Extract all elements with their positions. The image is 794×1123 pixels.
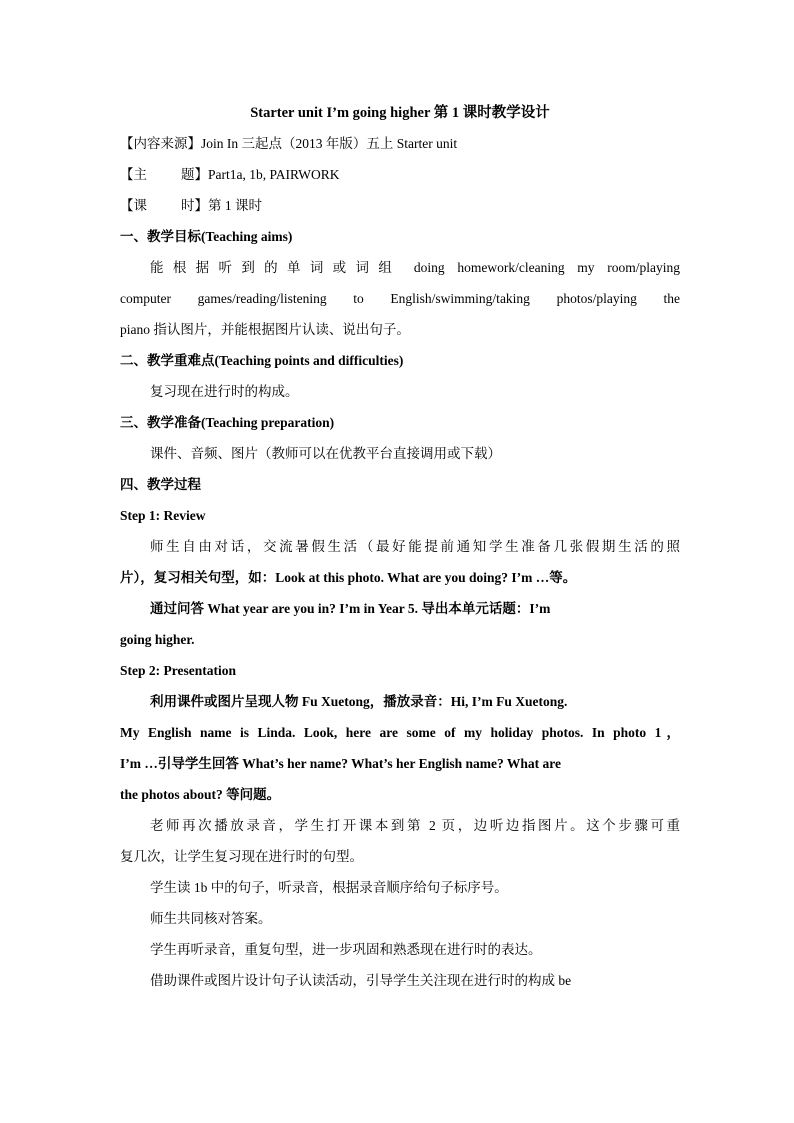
- meta-period: [120, 190, 680, 221]
- meta-period-label-open: 【课: [120, 198, 147, 213]
- meta-topic: [120, 159, 680, 190]
- paragraph-line: going higher.: [120, 632, 195, 647]
- meta-topic-label-open: 【主: [120, 167, 147, 182]
- section-heading-prep: 三、教学准备(Teaching preparation): [120, 415, 335, 430]
- paragraph-line: I’m …引导学生回答 What’s her name? What’s her English name? What are: [120, 756, 562, 771]
- meta-source-value: Join In 三起点（2013 年版）五上 Starter unit: [201, 136, 458, 151]
- paragraph-line: 师生共同核对答案。: [150, 911, 272, 926]
- document-body: [120, 99, 680, 996]
- paragraph-line: My English name is Linda. Look, here are some of my holiday photos. In photo 1，: [120, 725, 680, 740]
- paragraph-line: 复习现在进行时的构成。: [150, 384, 299, 399]
- meta-topic-label-close: 题】: [181, 167, 208, 182]
- paragraph-line: 老师再次播放录音，学生打开课本到第 2 页，边听边指图片。这个步骤可重: [150, 818, 680, 833]
- section-heading-aims: 一、教学目标(Teaching aims): [120, 229, 293, 244]
- paragraph-line: piano 指认图片，并能根据图片认读、说出句子。: [120, 322, 410, 337]
- paragraph-line: 复几次，让学生复习现在进行时的句型。: [120, 849, 363, 864]
- step-heading-presentation: Step 2: Presentation: [120, 663, 236, 678]
- step-heading-review: Step 1: Review: [120, 508, 206, 523]
- meta-source: [120, 128, 680, 159]
- paragraph-line: 学生再听录音，重复句型，进一步巩固和熟悉现在进行时的表达。: [150, 942, 542, 957]
- document-title: Starter unit I’m going higher 第 1 课时教学设计: [250, 105, 550, 121]
- meta-period-label-close: 时】: [181, 198, 208, 213]
- paragraph-line: 借助课件或图片设计句子认读活动，引导学生关注现在进行时的构成 be: [150, 973, 572, 988]
- paragraph-line: 利用课件或图片呈现人物 Fu Xuetong，播放录音：Hi, I’m Fu Xuetong.: [150, 694, 568, 709]
- meta-period-value: 第 1 课时: [208, 198, 262, 213]
- section-heading-process: 四、教学过程: [120, 477, 201, 492]
- paragraph-line: 能根据听到的单词或词组 doing homework/cleaning my room/playing: [150, 260, 680, 275]
- meta-source-label: 【内容来源】: [120, 136, 201, 151]
- paragraph-line: 课件、音频、图片（教师可以在优教平台直接调用或下载）: [150, 446, 501, 461]
- paragraph-line: 学生读 1b 中的句子，听录音，根据录音顺序给句子标序号。: [150, 880, 508, 895]
- paragraph-line: 师生自由对话，交流暑假生活（最好能提前通知学生准备几张假期生活的照: [150, 539, 680, 554]
- paragraph-line: the photos about? 等问题。: [120, 787, 281, 802]
- paragraph-line: 片），复习相关句型，如：Look at this photo. What are you doing? I’m …等。: [120, 570, 577, 585]
- paragraph-line: 通过问答 What year are you in? I’m in Year 5. 导出本单元话题：I’m: [150, 601, 551, 616]
- meta-topic-value: Part1a, 1b, PAIRWORK: [208, 167, 340, 182]
- section-heading-points: 二、教学重难点(Teaching points and difficulties): [120, 353, 404, 368]
- paragraph-line: computer games/reading/listening to English/swimming/taking photos/playing the: [120, 291, 680, 306]
